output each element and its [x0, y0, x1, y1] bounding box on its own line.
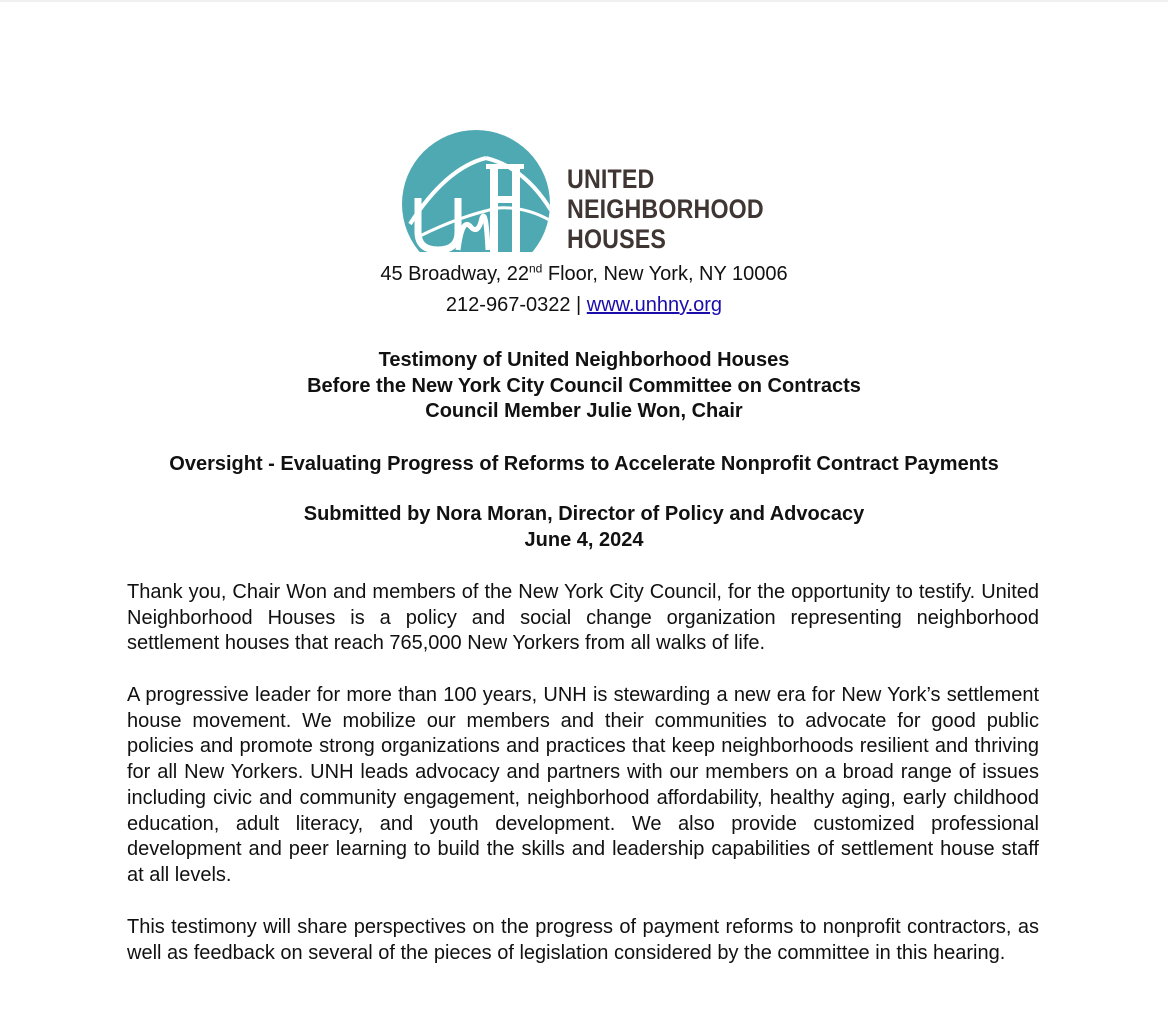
committee-line: Before the New York City Council Committee on Contracts	[307, 374, 861, 397]
paragraph-intro: Thank you, Chair Won and members of the New York City Council, for the opportunity to testify. United Neighborhood Houses is a policy and social change organization representing neighborhood settlement houses that reach 765,000 New Yorkers from all walks of life.	[127, 581, 1039, 655]
top-divider	[0, 0, 1168, 2]
unh-logo-emblem-icon	[400, 128, 560, 256]
logo-line-2: NEIGHBORHOOD	[567, 194, 764, 224]
chair-line: Council Member Julie Won, Chair	[425, 400, 743, 422]
website-link[interactable]: www.unhny.org	[586, 294, 723, 316]
paragraph-scope: This testimony will share perspectives on the progress of payment reforms to nonprofit contractors, as well as feedback on several of the pieces of legislation considered by the committee in this hearing.	[127, 916, 1039, 964]
title-block	[0, 348, 1168, 425]
phone-number: 212-967-0322	[445, 294, 571, 316]
testimony-title: Testimony of United Neighborhood Houses	[378, 349, 790, 371]
contact-line	[0, 294, 1168, 317]
logo-wordmark	[567, 164, 764, 254]
logo-line-3: HOUSES	[567, 224, 667, 254]
paragraph-about-unh: A progressive leader for more than 100 years, UNH is stewarding a new era for New York’s settlement house movement. We mobilize our members and their communities to advocate for good public policies and promote strong organizations and practices that keep neighborhoods resilient and thriving for all New Yorkers. UNH leads advocacy and partners with our members on a broad range of issues including civic and community engagement, neighborhood affordability, healthy aging, early childhood education, adult literacy, and youth development. We also provide customized professional development and peer learning to build the skills and leadership capabilities of settlement house staff at all levels.	[127, 684, 1039, 886]
oversight-title: Oversight - Evaluating Progress of Reforms to Accelerate Nonprofit Contract Payments	[169, 453, 999, 475]
unh-logo	[400, 128, 770, 256]
address-city: Floor, New York, NY 10006	[542, 263, 788, 285]
submission-block	[0, 502, 1168, 553]
logo-line-1: UNITED	[567, 164, 655, 194]
address-line	[0, 263, 1168, 286]
address-street: 45 Broadway, 22	[380, 263, 529, 285]
submitted-by: Submitted by Nora Moran, Director of Policy and Advocacy	[303, 503, 865, 525]
address-ordinal: nd	[528, 261, 543, 276]
separator: |	[570, 294, 587, 316]
testimony-date: June 4, 2024	[524, 528, 644, 551]
